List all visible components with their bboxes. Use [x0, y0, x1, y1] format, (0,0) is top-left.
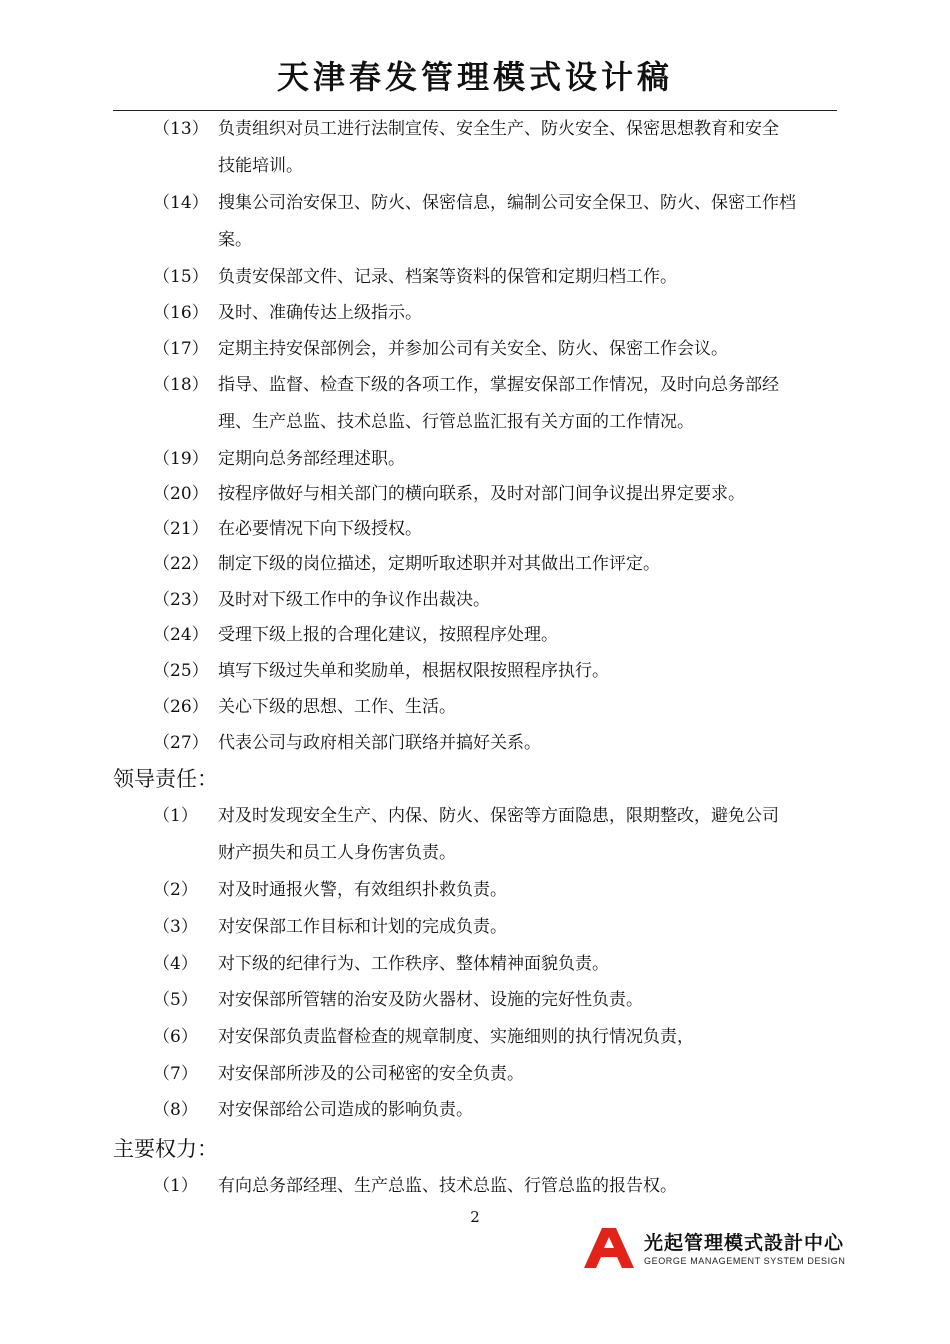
- item-number: （3）: [153, 917, 198, 937]
- item-text: 填写下级过失单和奖励单，根据权限按照程序执行。: [218, 661, 609, 681]
- item-number: （1）: [153, 1176, 198, 1196]
- item-number: （14）: [153, 193, 209, 213]
- item-number: （26）: [153, 697, 209, 717]
- page-number: 2: [470, 1208, 480, 1226]
- item-number: （24）: [153, 625, 209, 645]
- item-number: （6）: [153, 1027, 198, 1047]
- item-text: 指导、监督、检查下级的各项工作，掌握安保部工作情况，及时向总务部经: [218, 375, 779, 395]
- item-text: 对安保部负责监督检查的规章制度、实施细则的执行情况负责，: [218, 1027, 694, 1047]
- item-number: （27）: [153, 733, 209, 753]
- item-text: 对及时通报火警，有效组织扑救负责。: [218, 880, 507, 900]
- item-number: （18）: [153, 375, 209, 395]
- item-number: （20）: [153, 484, 209, 504]
- logo-name: 光起管理模式設計中心: [644, 1232, 845, 1254]
- item-number: （2）: [153, 880, 198, 900]
- item-number: （23）: [153, 590, 209, 610]
- item-number: （13）: [153, 119, 209, 139]
- item-number: （1）: [153, 806, 198, 826]
- item-text-continued: 案。: [218, 230, 252, 250]
- item-text: 对及时发现安全生产、内保、防火、保密等方面隐患，限期整改，避免公司: [218, 806, 779, 826]
- item-text: 定期主持安保部例会，并参加公司有关安全、防火、保密工作会议。: [218, 339, 728, 359]
- item-text-continued: 理、生产总监、技术总监、行管总监汇报有关方面的工作情况。: [218, 412, 694, 432]
- item-number: （5）: [153, 990, 198, 1010]
- item-text: 对安保部工作目标和计划的完成负责。: [218, 917, 507, 937]
- item-text: 及时、准确传达上级指示。: [218, 303, 422, 323]
- item-text: 及时对下级工作中的争议作出裁决。: [218, 590, 490, 610]
- item-number: （17）: [153, 339, 209, 359]
- item-text: 对安保部所管辖的治安及防火器材、设施的完好性负责。: [218, 990, 643, 1010]
- item-text: 在必要情况下向下级授权。: [218, 519, 422, 539]
- item-text: 搜集公司治安保卫、防火、保密信息，编制公司安全保卫、防火、保密工作档: [218, 193, 796, 213]
- section-heading-authority: 主要权力：: [113, 1137, 218, 1161]
- item-text: 代表公司与政府相关部门联络并搞好关系。: [218, 733, 541, 753]
- item-number: （4）: [153, 954, 198, 974]
- item-text: 有向总务部经理、生产总监、技术总监、行管总监的报告权。: [218, 1176, 677, 1196]
- item-text: 受理下级上报的合理化建议，按照程序处理。: [218, 625, 558, 645]
- item-number: （16）: [153, 303, 209, 323]
- item-text: 对安保部所涉及的公司秘密的安全负责。: [218, 1064, 524, 1084]
- item-number: （21）: [153, 519, 209, 539]
- document-title: 天津春发管理模式设计稿: [276, 58, 673, 96]
- item-number: （8）: [153, 1100, 198, 1120]
- logo-a-icon: [580, 1226, 638, 1270]
- logo-subtitle: GEORGE MANAGEMENT SYSTEM DESIGN: [644, 1256, 846, 1266]
- item-text: 对下级的纪律行为、工作秩序、整体精神面貌负责。: [218, 954, 609, 974]
- item-text: 对安保部给公司造成的影响负责。: [218, 1100, 473, 1120]
- item-number: （22）: [153, 554, 209, 574]
- item-text: 关心下级的思想、工作、生活。: [218, 697, 456, 717]
- item-text-continued: 财产损失和员工人身伤害负责。: [218, 843, 456, 863]
- section-heading-responsibility: 领导责任：: [113, 767, 218, 791]
- item-text: 负责组织对员工进行法制宣传、安全生产、防火安全、保密思想教育和安全: [218, 119, 779, 139]
- item-number: （7）: [153, 1064, 198, 1084]
- item-number: （15）: [153, 267, 209, 287]
- item-number: （19）: [153, 449, 209, 469]
- item-text: 制定下级的岗位描述，定期听取述职并对其做出工作评定。: [218, 554, 660, 574]
- item-text: 定期向总务部经理述职。: [218, 449, 405, 469]
- company-logo: [580, 1226, 846, 1272]
- item-number: （25）: [153, 661, 209, 681]
- item-text: 负责安保部文件、记录、档案等资料的保管和定期归档工作。: [218, 267, 677, 287]
- item-text-continued: 技能培训。: [218, 156, 303, 176]
- item-text: 按程序做好与相关部门的横向联系，及时对部门间争议提出界定要求。: [218, 484, 745, 504]
